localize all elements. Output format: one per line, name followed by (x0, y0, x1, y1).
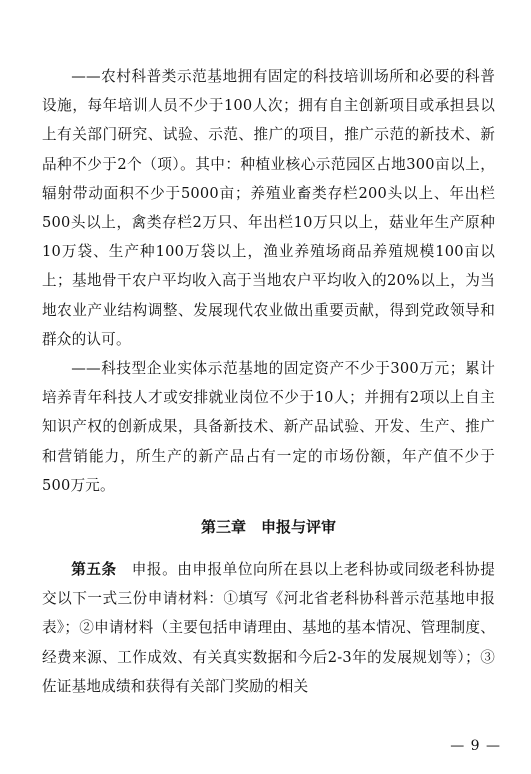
article-5-label: 第五条 (71, 561, 117, 579)
chapter-title: 第三章 申报与评审 (200, 518, 336, 537)
paragraph-enterprise-base: ——科技型企业实体示范基地的固定资产不少于300万元；累计培养青年科技人才或安排就业岗位不少于10人；并拥有2项以上自主知识产权的创新成果，具备新技术、新产品试验、开发、生产、推广和营销能力，所生产的新产品占有一定的市场份额，年产值不少于500万元。 (42, 360, 495, 494)
page-number: — 9 — (450, 738, 501, 754)
article-5-text: 申报。由申报单位向所在县以上老科协或同级老科协提交以下一式三份申请材料：①填写《河北省老科协科普示范基地申报表》；②申请材料（主要包括申请理由、基地的基本情况、管理制度、经费来源、工作成效、有关真实数据和今后2-3年的发展规划等）；③佐证基地成绩和获得有关部门奖励的相关 (42, 561, 495, 695)
paragraph-rural-base: ——农村科普类示范基地拥有固定的科技培训场所和必要的科普设施，每年培训人员不少于100人次；拥有自主创新项目或承担县以上有关部门研究、试验、示范、推广的项目，推广示范的新技术、新品种不少于2个（项）。其中：种植业核心示范园区占地300亩以上，辐射带动面积不少于5000亩；养殖业畜类存栏200头以上、年出栏500头以上，禽类存栏2万只、年出栏10万只以上，菇业年生产原种10万袋、生产种100万袋以上，渔业养殖场商品养殖规模100亩以上；基地骨干农户平均收入高于当地农户平均收入的20%以上，为当地农业产业结构调整、发展现代农业做出重要贡献，得到党政领导和群众的认可。 (42, 68, 495, 348)
paragraph-article-5 (42, 555, 495, 701)
document-body (42, 62, 495, 701)
